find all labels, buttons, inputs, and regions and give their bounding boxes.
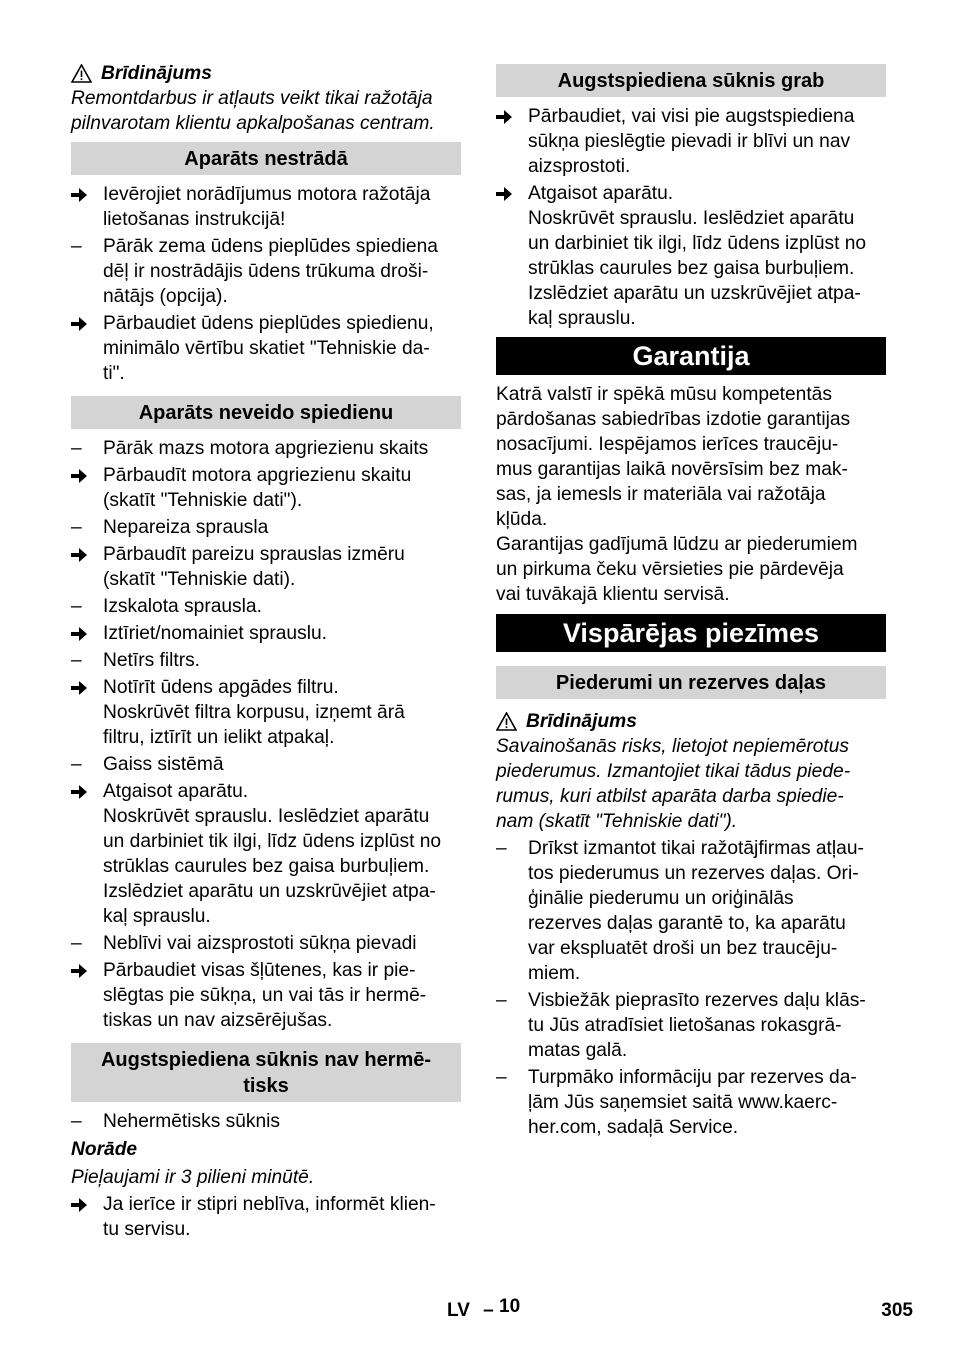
note-text: Pieļaujami ir 3 pilieni minūtē. [71,1167,315,1188]
list-item [496,104,886,179]
section-heading-aparats-nestrada: Aparāts nestrādā [71,142,461,175]
note-title: Norāde [71,1139,138,1160]
arrow-icon [71,463,103,513]
text-line: Iztīriet/nomainiet sprauslu. [103,623,327,644]
text-line: matas galā. [528,1040,628,1061]
list-item [71,752,461,777]
arrow-icon [71,675,103,700]
list-item [71,463,461,513]
footer-dash: – [483,1300,494,1321]
list-item [71,542,461,592]
dash-marker: – [71,517,82,538]
text-line: Savainošanās risks, lietojot nepiemērotus [496,736,850,757]
text-line: strūklas caurules bez gaisa burbuļiem. [528,258,855,279]
text-line: un darbiniet tik ilgi, līdz ūdens izplūst no [103,831,442,852]
text-line: Izskalota sprausla. [103,596,262,617]
text-line: tos piederumus un rezerves daļas. Ori- [528,863,859,884]
text-line: strūklas caurules bez gaisa burbuļiem. [103,856,430,877]
text-line: Gaiss sistēmā [103,754,224,775]
section-heading-sukni-nav-hermetisks [71,1043,461,1102]
continuation-text [496,206,886,331]
text-line: Noskrūvēt filtra korpusu, izņemt ārā [103,702,405,723]
text-line: piederumus. Izmantojiet tikai tādus piede- [496,761,851,782]
arrow-icon [71,542,103,592]
page-footer-language [447,1298,520,1323]
text-line: lietošanas instrukcijā! [103,209,286,230]
dash-marker: – [496,990,507,1011]
chapter-heading-garantija: Garantija [496,337,886,375]
left-column [71,60,461,1242]
text-line: Nepareiza sprausla [103,517,269,538]
dash-marker: – [496,1067,507,1088]
text-line: ļām Jūs saņemsiet saitā www.kaerc- [528,1092,838,1113]
list-item [71,958,461,1033]
list-item [496,836,886,986]
list-item [71,621,461,646]
text-line: Noskrūvēt sprauslu. Ieslēdziet aparātu [528,208,855,229]
section-body [71,182,461,386]
text-line: nam (skatīt "Tehniskie dati"). [496,811,738,832]
text-line: rumus, kuri atbilst aparāta darba spiedie- [496,786,844,807]
warning-triangle-icon [71,64,92,83]
text-line: kaļ sprauslu. [103,906,211,927]
text-line: tu servisu. [103,1219,191,1240]
text-line: Atgaisot aparātu. [103,781,249,802]
text-line: slēgtas pie sūkņa, un vai tās ir hermē- [103,985,427,1006]
text-line: Garantijas gadījumā lūdzu ar piederumiem [496,534,858,555]
arrow-icon [71,182,103,232]
section-body [71,436,461,1033]
arrow-icon [71,1192,103,1242]
list-item [496,181,886,206]
list-item [71,675,461,700]
dash-marker: – [71,438,82,459]
dash-marker: – [71,754,82,775]
list-item [71,594,461,619]
list-item [496,988,886,1063]
chapter-heading-visparejas-piezimes: Vispārējas piezīmes [496,614,886,652]
text-line: pārdošanas sabiedrības izdotie garantijas [496,409,851,430]
heading-line: Augstspiediena sūknis nav hermē- [100,1049,432,1071]
text-line: sūkņa pieslēgtie pievadi ir blīvi un nav [528,131,851,152]
text-line: vai tuvākajā klientu servisā. [496,584,730,605]
text-line: Pārbaudīt motora apgriezienu skaitu [103,465,412,486]
continuation-text [71,700,461,750]
list-item [71,311,461,386]
heading-line: tisks [243,1075,289,1097]
text-line: her.com, sadaļā Service. [528,1117,739,1138]
local-page-number: 10 [499,1296,521,1317]
text-line: Noskrūvēt sprauslu. Ieslēdziet aparātu [103,806,430,827]
list-item [71,436,461,461]
list-item [71,931,461,956]
text-line: minimālo vērtību skatiet "Tehniskie da- [103,338,430,359]
warning-heading [496,709,886,734]
text-line: Notīrīt ūdens apgādes filtru. [103,677,339,698]
arrow-icon [496,104,528,179]
text-line: pilnvarotam klientu apkalpošanas centram. [71,113,435,134]
list-item [71,234,461,309]
text-line: rezerves daļas garantē to, ka aparātu [528,913,846,934]
text-line: miem. [528,963,581,984]
continuation-text [71,804,461,929]
text-line: sas, ja iemesls ir materiāla vai ražotāja [496,484,826,505]
text-line: un pirkuma čeku vērsieties pie pārdevēja [496,559,844,580]
text-line: var ekspluatēt droši un bez traucēju- [528,938,838,959]
text-line: Neblīvi vai aizsprostoti sūkņa pievadi [103,933,417,954]
text-line: Izslēdziet aparātu un uzskrūvējiet atpa- [103,881,436,902]
arrow-icon [71,958,103,1033]
section-body [496,836,886,1140]
text-line: Pārāk zema ūdens pieplūdes spiediena [103,236,438,257]
list-item [71,648,461,673]
text-line: Ievērojiet norādījumus motora ražotāja [103,184,431,205]
section-body [71,1109,461,1242]
text-line: Atgaisot aparātu. [528,183,674,204]
section-heading-piederumi: Piederumi un rezerves daļas [496,666,886,699]
text-line: Katrā valstī ir spēkā mūsu kompetentās [496,384,832,405]
text-line: filtru, iztīrīt un ielikt atpakaļ. [103,727,335,748]
dash-marker: – [496,838,507,859]
language-code: LV [447,1300,470,1321]
garantija-text [496,382,886,607]
text-line: (skatīt "Tehniskie dati). [103,569,296,590]
text-line: Pārāk mazs motora apgriezienu skaits [103,438,429,459]
text-line: nātājs (opcija). [103,286,228,307]
text-line: tiskas un nav aizsērējušas. [103,1010,333,1031]
text-line: mus garantijas laikā novērsīsim bez mak- [496,459,848,480]
text-line: un darbiniet tik ilgi, līdz ūdens izplūst no [528,233,867,254]
text-line: Pārbaudiet ūdens pieplūdes spiedienu, [103,313,434,334]
list-item [71,515,461,540]
warning-triangle-icon [496,712,517,731]
text-line: Pārbaudīt pareizu sprauslas izmēru [103,544,405,565]
text-line: Drīkst izmantot tikai ražotājfirmas atļau- [528,838,864,859]
text-line: Turpmāko informāciju par rezerves da- [528,1067,857,1088]
text-line: ti". [103,363,125,384]
dash-marker: – [71,650,82,671]
page-number: 305 [881,1300,913,1321]
text-line: Pārbaudiet, vai visi pie augstspiediena [528,106,855,127]
text-line: Visbiežāk pieprasīto rezerves daļu klās- [528,990,866,1011]
section-body [496,104,886,331]
section-heading-suknis-grab: Augstspiediena sūknis grab [496,64,886,97]
list-item [71,1109,461,1134]
arrow-icon [496,181,528,206]
text-line: Remontdarbus ir atļauts veikt tikai ražotāja [71,88,433,109]
text-line: tu Jūs atradīsiet lietošanas rokasgrā- [528,1015,842,1036]
text-line: kļūda. [496,509,548,530]
warning-heading [71,61,461,86]
right-column [496,64,886,1140]
arrow-icon [71,779,103,804]
warning-title: Brīdinājums [101,63,212,84]
text-line: aizsprostoti. [528,156,631,177]
text-line: Pārbaudiet visas šļūtenes, kas ir pie- [103,960,416,981]
warning-text [496,734,886,834]
dash-marker: – [71,236,82,257]
text-line: Ja ierīce ir stipri neblīva, informēt klien- [103,1194,436,1215]
list-item [71,779,461,804]
list-item [71,1192,461,1242]
text-line: nosacījumi. Iespējamos ierīces traucēju- [496,434,839,455]
warning-text [71,86,461,136]
arrow-icon [71,621,103,646]
text-line: dēļ ir nostrādājis ūdens trūkuma droši- [103,261,429,282]
section-heading-aparats-neveido-spiedienu: Aparāts neveido spiedienu [71,396,461,429]
text-line: Netīrs filtrs. [103,650,201,671]
text-line: Nehermētisks sūknis [103,1111,281,1132]
list-item [71,182,461,232]
text-line: Izslēdziet aparātu un uzskrūvējiet atpa- [528,283,861,304]
dash-marker: – [71,1111,82,1132]
dash-marker: – [71,933,82,954]
list-item [496,1065,886,1140]
text-line: kaļ sprauslu. [528,308,636,329]
dash-marker: – [71,596,82,617]
text-line: ģinālie piederumu un oriģinālās [528,888,794,909]
warning-title: Brīdinājums [526,711,637,732]
arrow-icon [71,311,103,386]
text-line: (skatīt "Tehniskie dati"). [103,490,303,511]
